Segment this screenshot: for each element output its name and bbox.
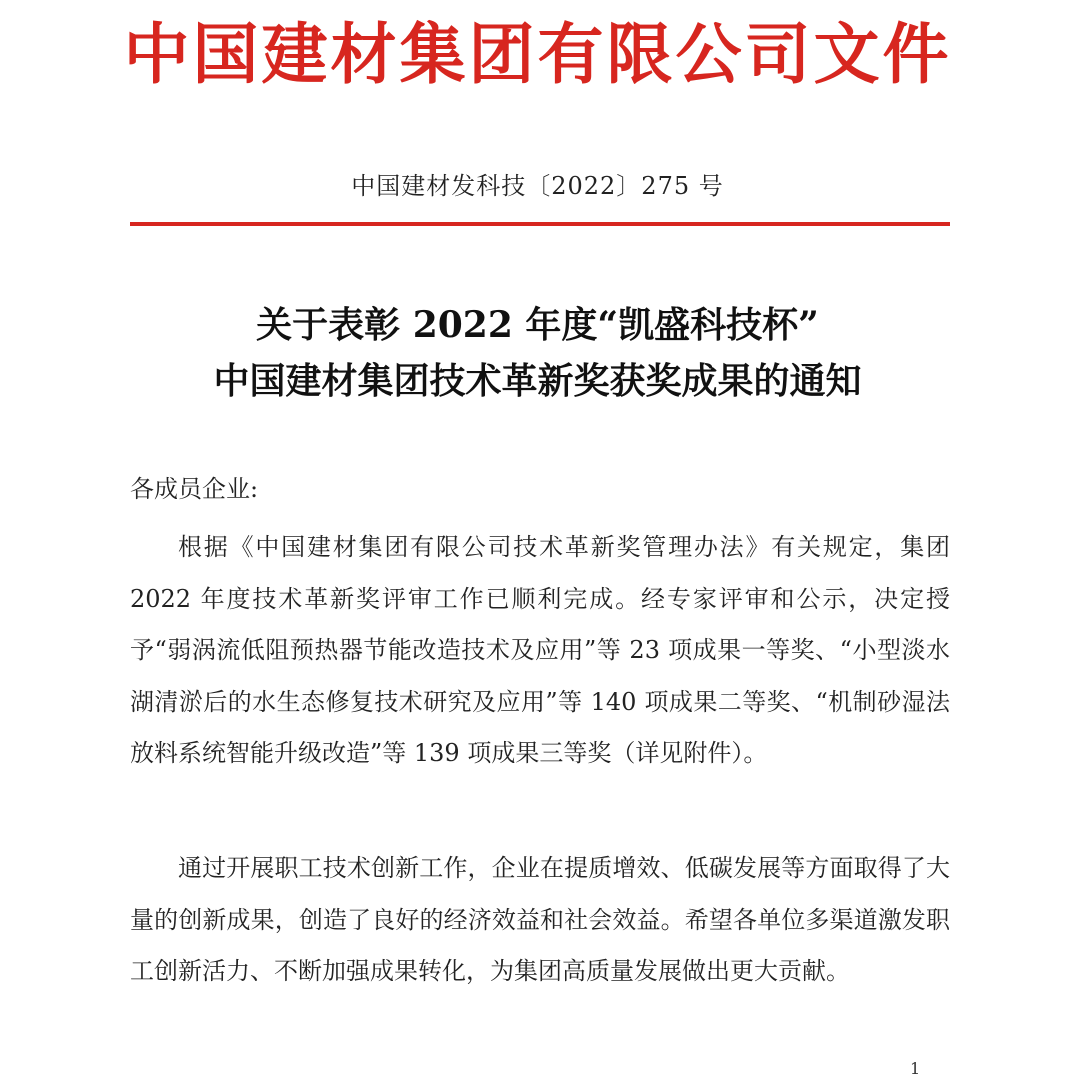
page-number: 1 <box>910 1059 921 1074</box>
body-paragraph-2: 通过开展职工技术创新工作，企业在提质增效、低碳发展等方面取得了大量的创新成果，创造了良好的经济效益和社会效益。希望各单位多渠道激发职工创新活力、不断加强成果转化，为集团高质量发展做出更大贡献。 <box>130 854 950 986</box>
document-masthead: 中国建材集团有限公司文件 <box>123 15 952 93</box>
document-number: 中国建材发科技〔2022〕275 号 <box>351 172 724 200</box>
notice-title-line-1: 关于表彰 2022 年度“凯盛科技杯” <box>256 304 819 346</box>
notice-title-line-2: 中国建材集团技术革新奖获奖成果的通知 <box>213 360 862 402</box>
red-divider-line <box>130 222 950 226</box>
body-paragraph-1: 根据《中国建材集团有限公司技术革新奖管理办法》有关规定，集团 2022 年度技术革新奖评审工作已顺利完成。经专家评审和公示，决定授予“弱涡流低阻预热器节能改造技术及应用”等 23 项成果一等奖、“小型淡水湖清淤后的水生态修复技术研究及应用”等 140 项成果二等奖、“机制砂湿法放料系统智能升级改造”等 139 项成果三等奖（详见附件）。 <box>130 533 950 768</box>
salutation: 各成员企业: <box>130 475 259 503</box>
